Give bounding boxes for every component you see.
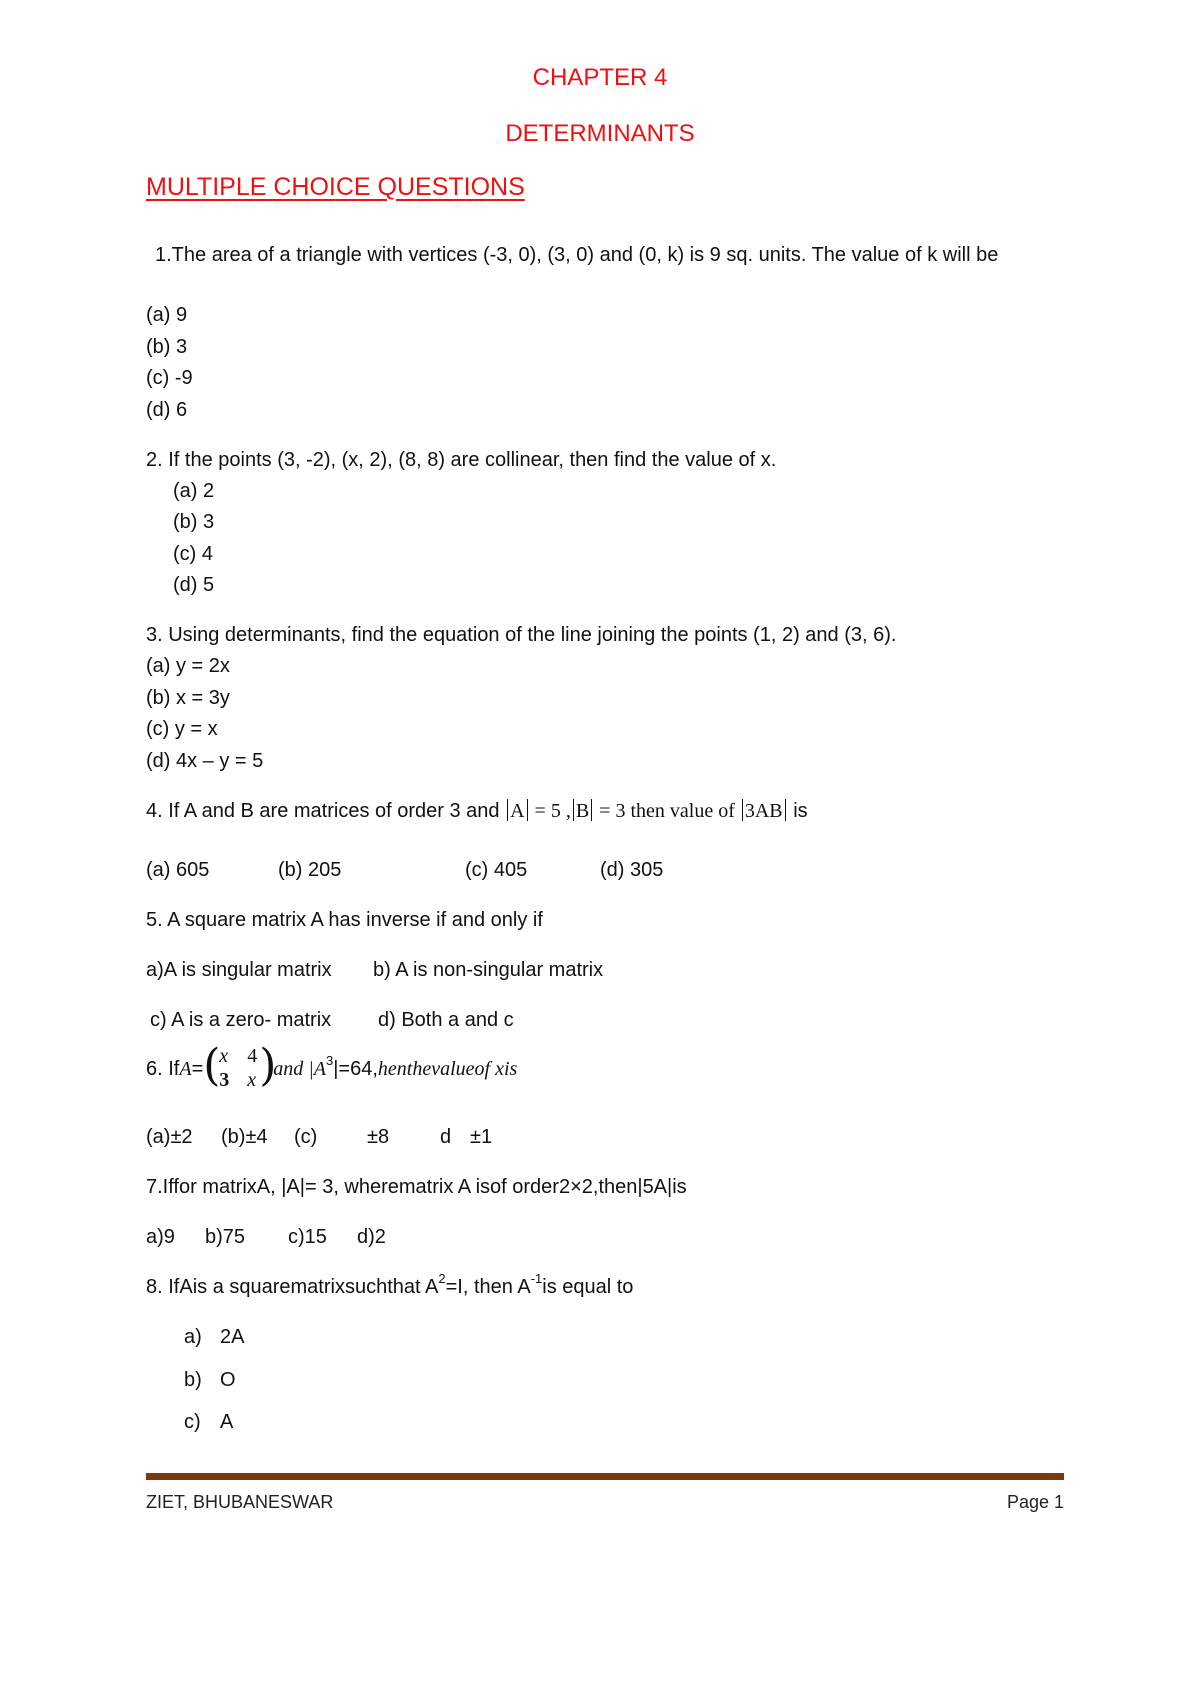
q8-option-b-value: O (220, 1369, 236, 1391)
q8-option-c-value: A (220, 1411, 234, 1433)
q5-option-a: a)A is singular matrix (146, 959, 332, 981)
question-3: 3. Using determinants, find the equation of the line joining the points (1, 2) and (3, 6). (146, 624, 897, 646)
q8-option-a-label: a) (184, 1326, 202, 1348)
question-1: 1.The area of a triangle with vertices (-3, 0), (3, 0) and (0, k) is 9 sq. units. The value of k will be (155, 244, 999, 266)
q8-pre: 8. IfAis a squarematrixsuchthat A (146, 1276, 439, 1298)
q6-matrix-a11: x (219, 1044, 229, 1067)
q3-option-d: (d) 4x – y = 5 (146, 750, 264, 772)
q7-option-d: d)2 (357, 1226, 386, 1248)
q4-suffix: is (787, 800, 808, 822)
footer-page-number: Page 1 (1006, 1492, 1064, 1512)
q4-option-d: (d) 305 (600, 859, 664, 881)
q6-matrix-a22: x (247, 1068, 257, 1091)
q4-det-b: B (575, 800, 590, 822)
q6-option-a: (a)±2 (146, 1126, 193, 1148)
q4-det-3ab: 3AB (744, 800, 783, 822)
q6-tail: henthevalueof xis (377, 1058, 518, 1080)
q8-option-a-value: 2A (220, 1326, 245, 1348)
q5-option-c: c) A is a zero- matrix (150, 1009, 332, 1031)
q4-eq2: = 3 then value of (594, 800, 740, 822)
q6-var: A (179, 1058, 192, 1080)
q3-option-c: (c) y = x (146, 718, 218, 740)
q6-eq: = (191, 1058, 204, 1080)
q6-option-c-value: ±8 (367, 1126, 390, 1148)
q6-matrix-a21: 3 (219, 1068, 230, 1091)
q6-option-d-value: ±1 (470, 1126, 493, 1148)
q5-option-b: b) A is non-singular matrix (373, 959, 604, 981)
question-6 (146, 1039, 518, 1094)
q4-option-b: (b) 205 (278, 859, 342, 881)
q4-prefix: 4. If A and B are matrices of order 3 and (146, 800, 506, 822)
q4-det-a: A (510, 800, 525, 822)
q8-post: is equal to (542, 1276, 634, 1298)
q6-option-d: d (440, 1126, 452, 1148)
q8-option-b-label: b) (184, 1369, 202, 1391)
q8-sup1: 2 (438, 1271, 446, 1287)
footer-institution: ZIET, BHUBANESWAR (146, 1492, 334, 1512)
q8-sup2: -1 (530, 1271, 543, 1287)
q6-option-c: (c) (294, 1126, 318, 1148)
q8-option-c-label: c) (184, 1411, 201, 1433)
q6-var2: A (313, 1058, 326, 1080)
q1-option-b: (b) 3 (146, 336, 188, 358)
q6-mid2: |=64, (333, 1058, 378, 1080)
chapter-title: CHAPTER 4 (532, 64, 668, 91)
q6-option-b: (b)±4 (221, 1126, 268, 1148)
q2-option-c: (c) 4 (173, 543, 213, 565)
question-5: 5. A square matrix A has inverse if and only if (146, 909, 543, 931)
q3-option-a: (a) y = 2x (146, 655, 230, 677)
q1-option-d: (d) 6 (146, 399, 188, 421)
q7-option-b: b)75 (205, 1226, 246, 1248)
q6-sup: 3 (325, 1053, 334, 1069)
q4-option-c: (c) 405 (465, 859, 528, 881)
q2-option-d: (d) 5 (173, 574, 215, 596)
question-8 (146, 1271, 634, 1299)
question-2: 2. If the points (3, -2), (x, 2), (8, 8) are collinear, then find the value of x. (146, 449, 777, 471)
q4-eq1: = 5 , (529, 800, 571, 822)
question-7: 7.Iffor matrixA, |A|= 3, wherematrix A isof order2×2,then|5A|is (146, 1176, 687, 1198)
section-heading: MULTIPLE CHOICE QUESTIONS (146, 173, 525, 201)
q1-option-c: (c) -9 (146, 367, 193, 389)
question-4 (146, 799, 808, 823)
q5-option-d: d) Both a and c (378, 1009, 514, 1031)
q3-option-b: (b) x = 3y (146, 687, 230, 709)
q2-option-b: (b) 3 (173, 511, 215, 533)
q2-option-a: (a) 2 (173, 480, 215, 502)
q6-matrix: ( x 4 3 x ) (203, 1039, 277, 1091)
q6-prefix: 6. If (146, 1058, 180, 1080)
subject-title: DETERMINANTS (505, 120, 695, 147)
q6-matrix-a12: 4 (247, 1044, 258, 1067)
q4-option-a: (a) 605 (146, 859, 210, 881)
footer-rule (146, 1473, 1064, 1480)
q8-mid: =I, then A (445, 1276, 531, 1298)
q6-mid1: and | (273, 1058, 314, 1080)
q1-option-a: (a) 9 (146, 304, 188, 326)
q7-option-c: c)15 (288, 1226, 327, 1248)
q7-option-a: a)9 (146, 1226, 175, 1248)
